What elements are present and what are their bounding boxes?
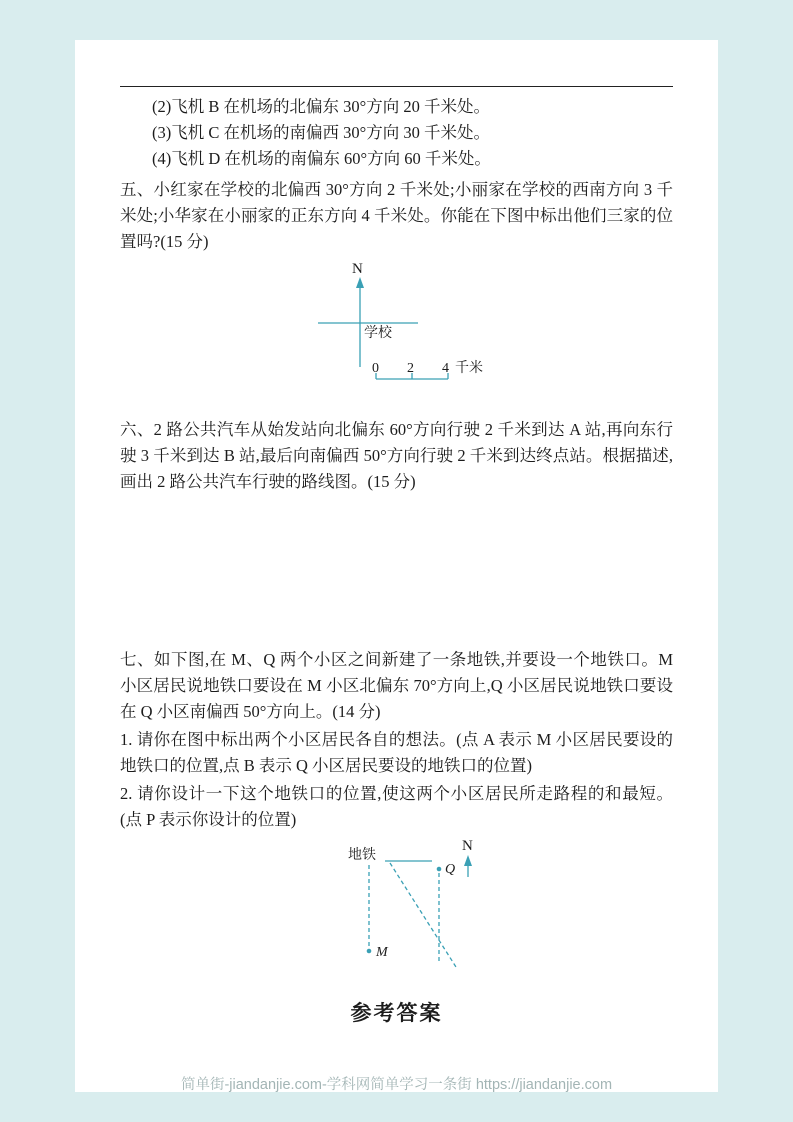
question-7-sub1: 1. 请你在图中标出两个小区居民各自的想法。(点 A 表示 M 小区居民要设的地铁口的位置,点 B 表示 Q 小区居民要设的地铁口的位置) bbox=[120, 730, 673, 775]
scale-tick-0: 0 bbox=[372, 361, 379, 376]
footer-site-link[interactable]: 简单街-jiandanjie.com-学科网简单学习一条街 https://jiandanjie.com bbox=[180, 1077, 613, 1093]
school-compass-diagram bbox=[120, 257, 673, 399]
plane-item-c: (3)飞机 C 在机场的南偏西 30°方向 30 千米处。 bbox=[152, 123, 490, 142]
north-label: N bbox=[462, 838, 473, 854]
school-label: 学校 bbox=[364, 326, 392, 341]
point-q-label: Q bbox=[445, 862, 456, 877]
plane-item-b: (2)飞机 B 在机场的北偏东 30°方向 20 千米处。 bbox=[152, 97, 490, 116]
question-5-text: 五、小红家在学校的北偏西 30°方向 2 千米处;小丽家在学校的西南方向 3 千米处;小华家在小丽家的正东方向 4 千米处。你能在下图中标出他们三家的位置吗?(15 分) bbox=[120, 180, 673, 251]
subway-diagram bbox=[120, 837, 673, 983]
point-m-dot bbox=[367, 949, 372, 954]
scale-tick-2: 2 bbox=[407, 361, 414, 376]
plane-direction-items bbox=[120, 94, 673, 172]
question-7-sub2: 2. 请你设计一下这个地铁口的位置,使这两个小区居民所走路程的和最短。(点 P 表示你设计的位置) bbox=[120, 784, 673, 829]
scale-tick-4: 4 bbox=[442, 361, 449, 376]
scale-unit-label: 千米 bbox=[455, 361, 483, 376]
plane-item-d: (4)飞机 D 在机场的南偏东 60°方向 60 千米处。 bbox=[152, 149, 491, 168]
top-divider bbox=[120, 86, 673, 87]
answer-section-heading: 参考答案 bbox=[350, 1001, 443, 1025]
north-label: N bbox=[352, 261, 363, 277]
point-m-label: M bbox=[376, 945, 388, 960]
drawing-space bbox=[120, 495, 673, 647]
question-7-text: 七、如下图,在 M、Q 两个小区之间新建了一条地铁,并要设一个地铁口。M 小区居民说地铁口要设在 M 小区北偏东 70°方向上,Q 小区居民说地铁口要设在 Q 小区南偏西 50°方向上。(14 分) bbox=[120, 650, 673, 721]
diagonal-dashed-line bbox=[390, 863, 456, 967]
worksheet-page bbox=[75, 40, 718, 1092]
question-6-text: 六、2 路公共汽车从始发站向北偏东 60°方向行驶 2 千米到达 A 站,再向东行驶 3 千米到达 B 站,最后向南偏西 50°方向行驶 2 千米到达终点站。根据描述,画出 2 路公共汽车行驶的路线图。(15 分) bbox=[120, 420, 673, 491]
subway-label: 地铁 bbox=[348, 848, 376, 863]
point-q-dot bbox=[437, 867, 442, 872]
